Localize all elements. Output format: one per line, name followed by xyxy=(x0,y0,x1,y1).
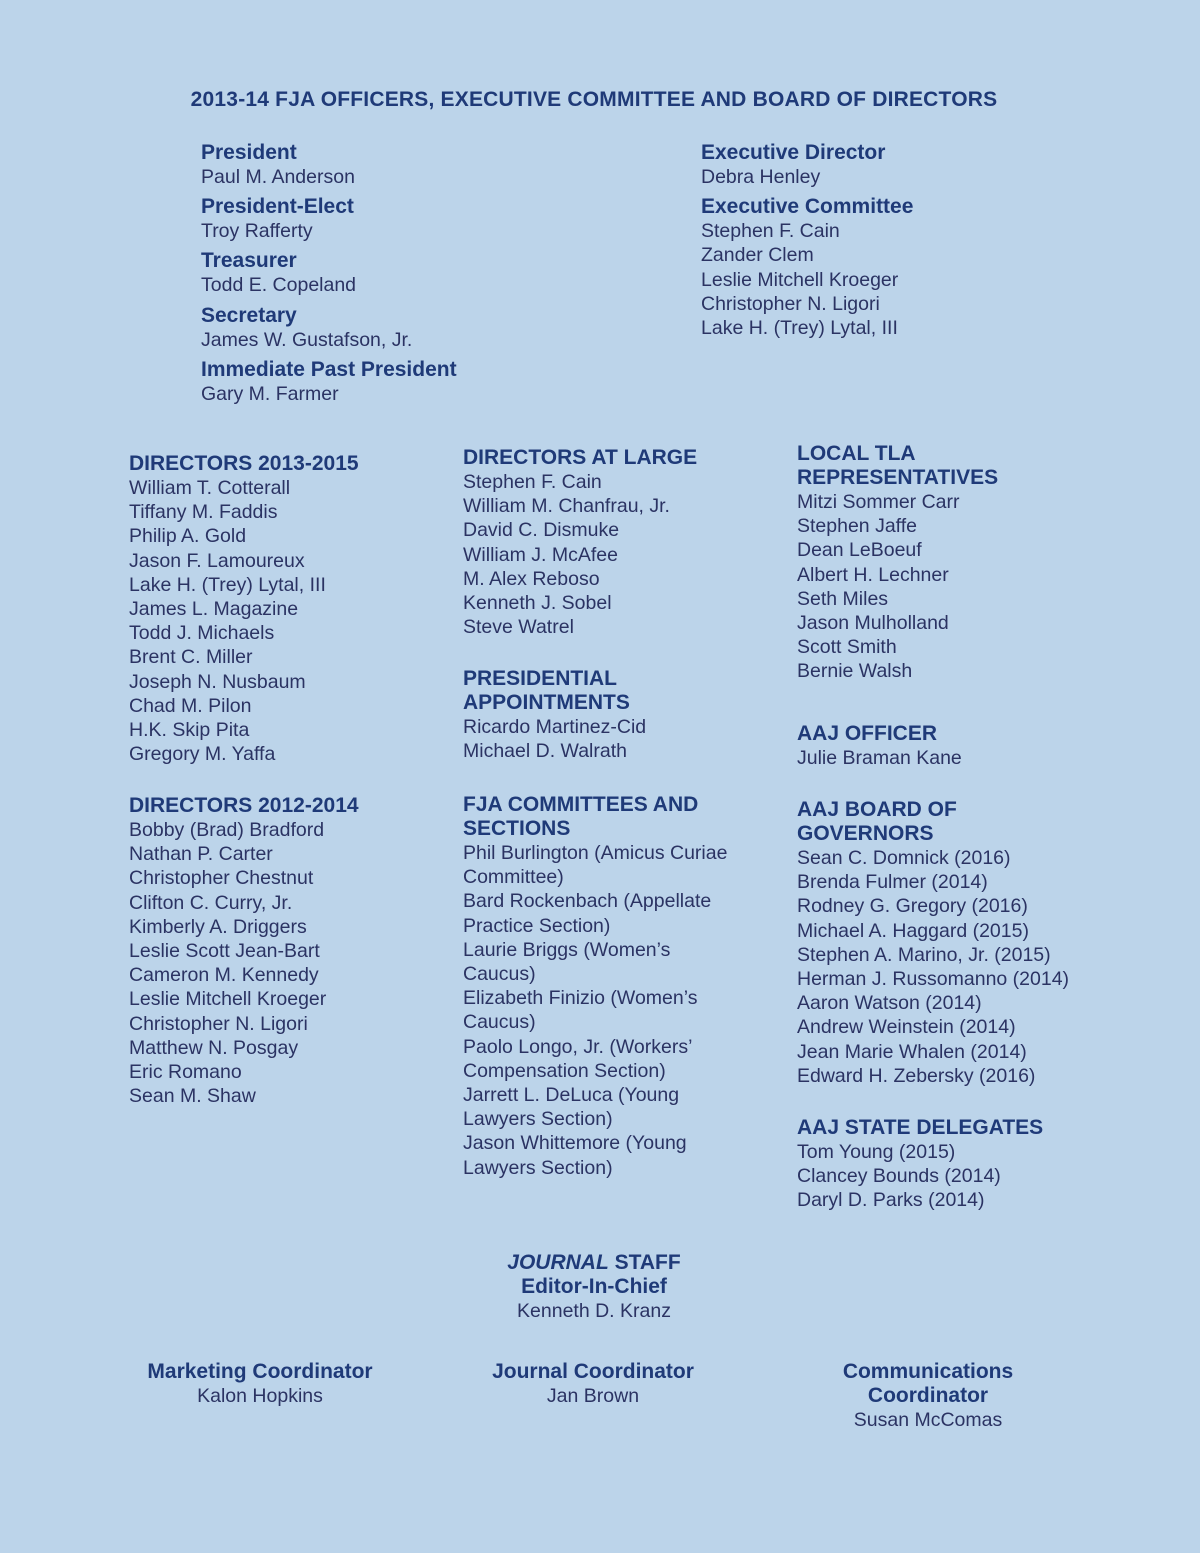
member-name: Stephen F. Cain xyxy=(701,220,840,243)
section-heading: AAJ BOARD OF xyxy=(797,798,957,821)
name-list xyxy=(797,1140,1117,1213)
officer-role: Executive Committee xyxy=(701,195,914,219)
section-heading: PRESIDENTIAL xyxy=(463,667,618,690)
section-heading: SECTIONS xyxy=(463,817,571,840)
list-item-name: Jason F. Lamoureux xyxy=(129,549,305,572)
local-tla-representatives xyxy=(797,442,1117,684)
officer-role: Secretary xyxy=(201,303,297,327)
officer-name: James W. Gustafson, Jr. xyxy=(201,328,413,351)
journal-word: JOURNAL xyxy=(507,1251,609,1274)
list-item-name: Paolo Longo, Jr. (Workers’ xyxy=(463,1035,693,1058)
list-item-name: Practice Section) xyxy=(463,914,611,937)
list-item-name: Bard Rockenbach (Appellate xyxy=(463,890,712,913)
list-item-name: Andrew Weinstein (2014) xyxy=(797,1016,1016,1039)
list-item-name: Sean M. Shaw xyxy=(129,1085,256,1108)
staff-role: Communications xyxy=(842,1360,1014,1383)
list-item-name: Laurie Briggs (Women’s xyxy=(463,938,671,961)
name-list xyxy=(797,746,1117,770)
list-item-name: Brenda Fulmer (2014) xyxy=(797,871,988,894)
list-item-name: Sean C. Domnick (2016) xyxy=(797,847,1011,869)
list-item-name: Daryl D. Parks (2014) xyxy=(797,1189,985,1212)
list-item-name: Todd J. Michaels xyxy=(129,622,275,645)
editor-name: Kenneth D. Kranz xyxy=(517,1300,671,1322)
list-item-name: Lake H. (Trey) Lytal, III xyxy=(129,573,326,596)
journal-staff-heading xyxy=(394,1251,794,1275)
list-item-name: William M. Chanfrau, Jr. xyxy=(463,495,670,518)
list-item-name: Lawyers Section) xyxy=(463,1156,613,1179)
member-name: Leslie Mitchell Kroeger xyxy=(701,268,899,291)
aaj-officer xyxy=(797,722,1117,770)
list-item-name: Michael D. Walrath xyxy=(463,740,627,763)
list-item-name: Kimberly A. Driggers xyxy=(129,915,307,938)
directors-2012-2014 xyxy=(129,794,449,1108)
section-heading: APPOINTMENTS xyxy=(463,691,630,714)
list-item-name: Herman J. Russomanno (2014) xyxy=(797,968,1070,991)
list-item-name: Joseph N. Nusbaum xyxy=(129,670,306,693)
list-item-name: Ricardo Martinez-Cid xyxy=(463,716,647,738)
list-item-name: Jean Marie Whalen (2014) xyxy=(797,1040,1027,1063)
name-list xyxy=(463,715,783,763)
officer-past-president xyxy=(201,358,621,406)
officer-name: Debra Henley xyxy=(701,166,821,188)
list-item-name: Elizabeth Finizio (Women’s xyxy=(463,987,698,1010)
section-heading: DIRECTORS 2012-2014 xyxy=(129,794,359,817)
directors-at-large xyxy=(463,446,783,639)
list-item-name: Christopher Chestnut xyxy=(129,867,314,890)
list-item-name: Philip A. Gold xyxy=(129,525,247,548)
section-heading: LOCAL TLA xyxy=(797,442,916,465)
list-item-name: Rodney G. Gregory (2016) xyxy=(797,895,1028,918)
officers-right xyxy=(701,141,1101,340)
staff-role: Coordinator xyxy=(867,1384,989,1407)
list-item-name: Bobby (Brad) Bradford xyxy=(129,819,325,841)
list-item-name: Julie Braman Kane xyxy=(797,747,962,769)
name-list xyxy=(463,470,783,639)
officer-president-elect xyxy=(201,195,621,243)
list-item-name: Phil Burlington (Amicus Curiae xyxy=(463,842,728,864)
name-list xyxy=(129,818,449,1108)
list-item-name: James L. Magazine xyxy=(129,598,299,621)
officer-name: Todd E. Copeland xyxy=(201,274,357,297)
presidential-appointments xyxy=(463,667,783,763)
list-item-name: Steve Watrel xyxy=(463,616,574,639)
list-item-name: Seth Miles xyxy=(797,587,889,610)
aaj-state-delegates xyxy=(797,1116,1117,1213)
list-item-name: Chad M. Pilon xyxy=(129,694,252,717)
officer-role: Executive Director xyxy=(701,141,886,164)
journal-staff xyxy=(394,1251,794,1323)
list-item-name: Leslie Scott Jean-Bart xyxy=(129,940,320,963)
communications-coordinator xyxy=(778,1360,1078,1432)
list-item-name: Stephen F. Cain xyxy=(463,471,602,493)
list-item-name: Nathan P. Carter xyxy=(129,843,273,866)
staff-name: Kalon Hopkins xyxy=(197,1385,323,1407)
section-heading: REPRESENTATIVES xyxy=(797,466,999,489)
journal-coordinator xyxy=(443,1360,743,1408)
staff-word: STAFF xyxy=(608,1251,681,1274)
list-item-name: Brent C. Miller xyxy=(129,646,253,669)
directors-2013-2015 xyxy=(129,452,449,766)
officer-role: President xyxy=(201,141,297,164)
list-item-name: Kenneth J. Sobel xyxy=(463,592,612,615)
list-item-name: Caucus) xyxy=(463,1011,536,1034)
staff-role: Journal Coordinator xyxy=(492,1360,694,1383)
executive-committee xyxy=(701,195,1101,340)
list-item-name: Clifton C. Curry, Jr. xyxy=(129,891,293,914)
aaj-board-of-governors xyxy=(797,798,1117,1088)
staff-role: Marketing Coordinator xyxy=(147,1360,373,1383)
list-item-name: Aaron Watson (2014) xyxy=(797,992,982,1015)
list-item-name: Compensation Section) xyxy=(463,1059,666,1082)
list-item-name: Eric Romano xyxy=(129,1061,242,1084)
page-title: 2013-14 FJA OFFICERS, EXECUTIVE COMMITTEE AND BOARD OF DIRECTORS xyxy=(190,88,998,111)
officer-role: Treasurer xyxy=(201,249,297,273)
list-item-name: Gregory M. Yaffa xyxy=(129,743,276,766)
list-item-name: Stephen A. Marino, Jr. (2015) xyxy=(797,943,1051,966)
officer-role: President-Elect xyxy=(201,195,354,219)
list-item-name: H.K. Skip Pita xyxy=(129,719,250,742)
list-item-name: Tom Young (2015) xyxy=(797,1141,956,1163)
list-item-name: Scott Smith xyxy=(797,636,897,659)
list-item-name: Jarrett L. DeLuca (Young xyxy=(463,1084,680,1107)
section-heading: AAJ STATE DELEGATES xyxy=(797,1116,1044,1139)
list-item-name: Clancey Bounds (2014) xyxy=(797,1165,1001,1188)
list-item-name: Jason Whittemore (Young xyxy=(463,1132,687,1155)
editor-role: Editor-In-Chief xyxy=(521,1275,667,1298)
fja-committees xyxy=(463,793,783,1180)
list-item-name: Bernie Walsh xyxy=(797,660,913,683)
name-list xyxy=(797,846,1117,1088)
list-item-name: Leslie Mitchell Kroeger xyxy=(129,988,327,1011)
name-list xyxy=(797,490,1117,684)
section-heading: FJA COMMITTEES AND xyxy=(463,793,699,816)
officer-name: Gary M. Farmer xyxy=(201,382,339,405)
list-item-name: Matthew N. Posgay xyxy=(129,1036,299,1059)
list-item-name: Christopher N. Ligori xyxy=(129,1012,308,1035)
executive-director xyxy=(701,141,1101,189)
officer-name: Paul M. Anderson xyxy=(201,166,355,188)
name-list xyxy=(129,476,449,766)
list-item-name: Dean LeBoeuf xyxy=(797,539,922,562)
section-heading: DIRECTORS 2013-2015 xyxy=(129,452,359,475)
member-name: Christopher N. Ligori xyxy=(701,292,880,315)
section-heading: DIRECTORS AT LARGE xyxy=(463,446,698,469)
list-item-name: Jason Mulholland xyxy=(797,612,949,635)
officers-left xyxy=(201,141,621,406)
list-item-name: William T. Cotterall xyxy=(129,477,291,499)
list-item-name: Lawyers Section) xyxy=(463,1108,613,1131)
list-item-name: Edward H. Zebersky (2016) xyxy=(797,1064,1036,1087)
list-item-name: Committee) xyxy=(463,866,564,889)
officer-role: Immediate Past President xyxy=(201,357,457,381)
list-item-name: Albert H. Lechner xyxy=(797,563,949,586)
staff-name: Susan McComas xyxy=(853,1409,1003,1431)
officer-secretary xyxy=(201,304,621,352)
list-item-name: Caucus) xyxy=(463,963,536,986)
list-item-name: Mitzi Sommer Carr xyxy=(797,491,960,513)
marketing-coordinator xyxy=(110,1360,410,1408)
list-item-name: David C. Dismuke xyxy=(463,519,620,542)
name-list xyxy=(463,841,783,1180)
member-name: Lake H. (Trey) Lytal, III xyxy=(701,317,898,340)
list-item-name: Michael A. Haggard (2015) xyxy=(797,919,1029,942)
list-item-name: William J. McAfee xyxy=(463,543,618,566)
officer-president xyxy=(201,141,621,189)
section-heading: GOVERNORS xyxy=(797,822,934,845)
officer-name: Troy Rafferty xyxy=(201,220,313,243)
list-item-name: Tiffany M. Faddis xyxy=(129,501,278,524)
list-item-name: Cameron M. Kennedy xyxy=(129,964,319,987)
section-heading: AAJ OFFICER xyxy=(797,722,938,745)
list-item-name: M. Alex Reboso xyxy=(463,567,600,590)
staff-name: Jan Brown xyxy=(546,1385,640,1407)
list-item-name: Stephen Jaffe xyxy=(797,515,917,538)
officer-treasurer xyxy=(201,249,621,297)
member-name: Zander Clem xyxy=(701,244,814,267)
